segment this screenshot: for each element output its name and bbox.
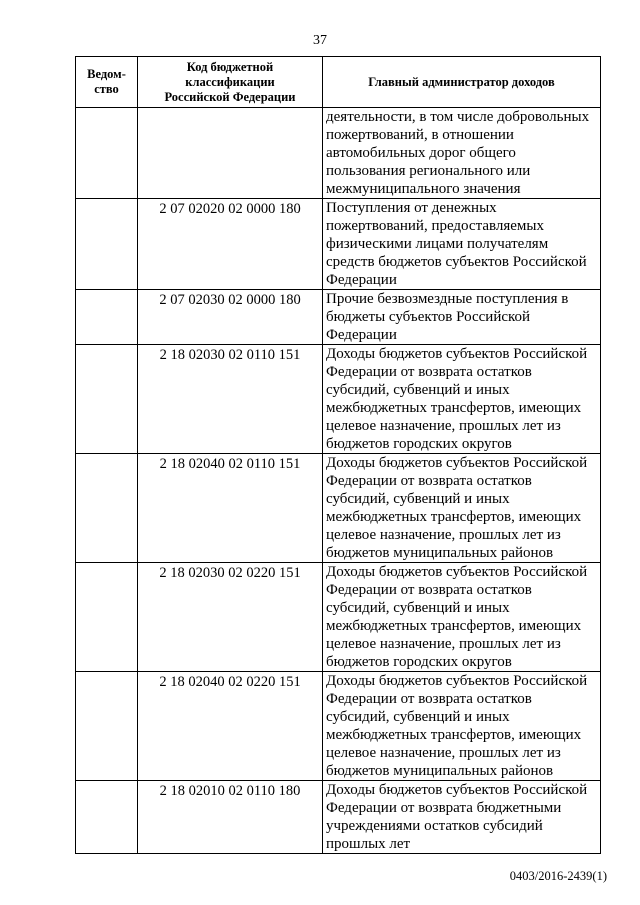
row-dept <box>76 672 138 781</box>
row-dept <box>76 563 138 672</box>
row-dept <box>76 199 138 290</box>
row-description: деятельности, в том числе добровольных пожертвований, в отношении автомобильных дорог общего пользования регионального или межмуниципального значения <box>323 108 601 199</box>
row-description: Доходы бюджетов субъектов Российской Федерации от возврата остатков субсидий, субвенций и иных межбюджетных трансфертов, имеющих целевое назначение, прошлых лет из бюджетов муниципальных районов <box>323 672 601 781</box>
row-code <box>138 108 323 199</box>
document-footer-code: 0403/2016-2439(1) <box>509 869 607 883</box>
row-code: 2 07 02030 02 0000 180 <box>138 290 323 345</box>
row-code: 2 18 02010 02 0110 180 <box>138 781 323 854</box>
table-row <box>76 672 601 781</box>
header-admin: Главный администратор доходов <box>323 57 601 108</box>
row-code: 2 18 02030 02 0110 151 <box>138 345 323 454</box>
row-description: Прочие безвозмездные поступления в бюджеты субъектов Российской Федерации <box>323 290 601 345</box>
table-row <box>76 454 601 563</box>
table-row <box>76 345 601 454</box>
table-header-row <box>76 57 601 108</box>
row-code: 2 18 02040 02 0110 151 <box>138 454 323 563</box>
row-description: Доходы бюджетов субъектов Российской Федерации от возврата бюджетными учреждениями остатков субсидий прошлых лет <box>323 781 601 854</box>
table-row <box>76 781 601 854</box>
header-code: Код бюджетной классификации Российской Федерации <box>138 57 323 108</box>
row-dept <box>76 290 138 345</box>
budget-classification-table <box>75 56 601 854</box>
row-dept <box>76 781 138 854</box>
header-dept: Ведом- ство <box>76 57 138 108</box>
row-description: Поступления от денежных пожертвований, предоставляемых физическими лицами получателям средств бюджетов субъектов Российской Федерации <box>323 199 601 290</box>
table-row <box>76 290 601 345</box>
table-row <box>76 199 601 290</box>
row-code: 2 18 02030 02 0220 151 <box>138 563 323 672</box>
row-dept <box>76 454 138 563</box>
page-number: 37 <box>313 33 327 48</box>
row-description: Доходы бюджетов субъектов Российской Федерации от возврата остатков субсидий, субвенций и иных межбюджетных трансфертов, имеющих целевое назначение, прошлых лет из бюджетов городских округов <box>323 563 601 672</box>
row-description: Доходы бюджетов субъектов Российской Федерации от возврата остатков субсидий, субвенций и иных межбюджетных трансфертов, имеющих целевое назначение, прошлых лет из бюджетов муниципальных районов <box>323 454 601 563</box>
row-code: 2 18 02040 02 0220 151 <box>138 672 323 781</box>
table-row <box>76 563 601 672</box>
table-row <box>76 108 601 199</box>
row-dept <box>76 108 138 199</box>
row-code: 2 07 02020 02 0000 180 <box>138 199 323 290</box>
row-dept <box>76 345 138 454</box>
row-description: Доходы бюджетов субъектов Российской Федерации от возврата остатков субсидий, субвенций и иных межбюджетных трансфертов, имеющих целевое назначение, прошлых лет из бюджетов городских округов <box>323 345 601 454</box>
